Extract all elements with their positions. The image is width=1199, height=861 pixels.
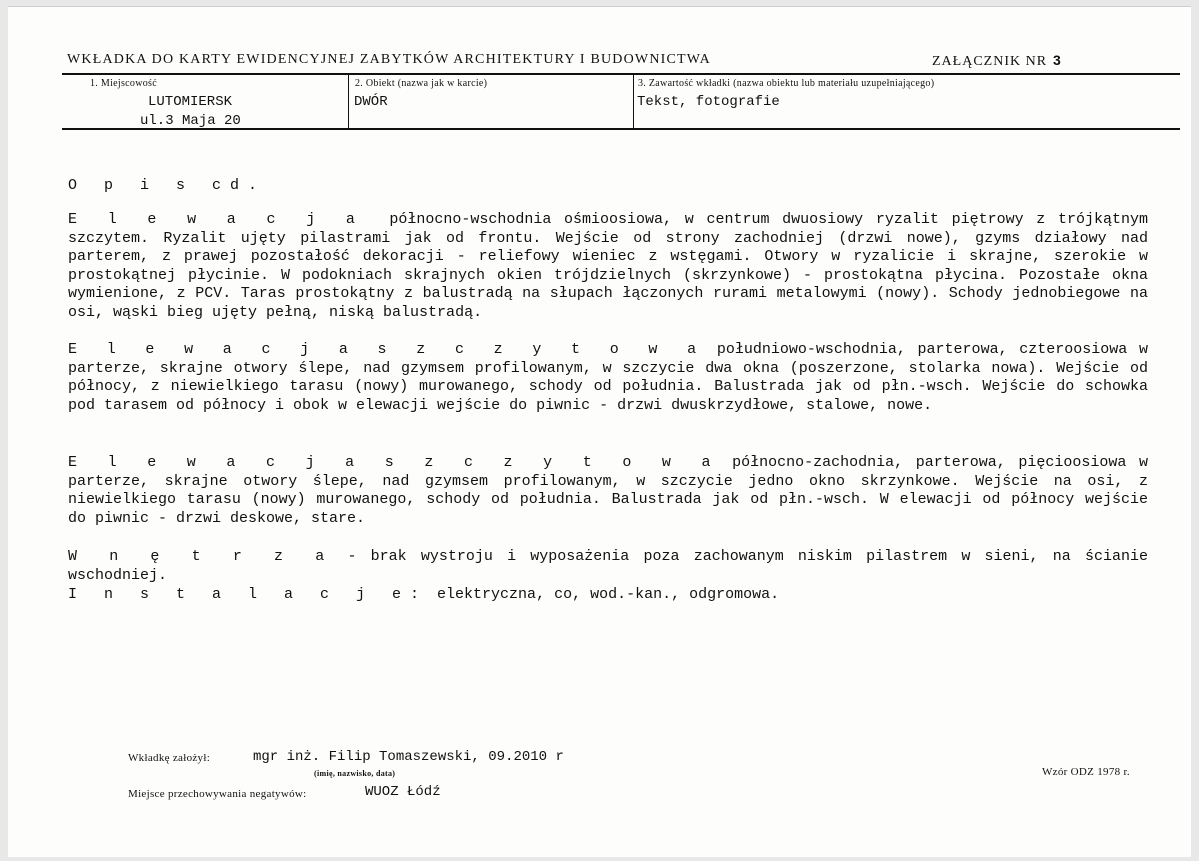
p5-lead: I n s t a l a c j e: bbox=[68, 586, 429, 603]
storage-label: Miejsce przechowywania negatywów: bbox=[128, 788, 307, 800]
description-heading bbox=[68, 177, 1148, 196]
object-value: DWÓR bbox=[354, 94, 388, 110]
object-label: 2. Obiekt (nazwa jak w karcie) bbox=[355, 78, 488, 89]
paragraph-elevation-se bbox=[68, 341, 1148, 415]
p4-lead: W n ę t r z a bbox=[68, 548, 334, 565]
sheet-edge bbox=[8, 6, 1191, 7]
form-model: Wzór ODZ 1978 r. bbox=[1042, 766, 1130, 778]
table-divider-2 bbox=[633, 75, 634, 128]
locality-value: LUTOMIERSK bbox=[148, 94, 233, 110]
paragraph-interiors bbox=[68, 548, 1148, 585]
locality-label: 1. Miejscowość bbox=[90, 78, 157, 89]
created-by-sublabel: (imię, nazwisko, data) bbox=[314, 769, 396, 778]
p5-text: elektryczna, co, wod.-kan., odgromowa. bbox=[437, 586, 780, 603]
created-by-label: Wkładkę założył: bbox=[128, 752, 211, 764]
created-by-value: mgr inż. Filip Tomaszewski, 09.2010 r bbox=[253, 749, 564, 765]
paragraph-elevation-ne bbox=[68, 211, 1148, 323]
document-sheet bbox=[8, 6, 1191, 857]
table-top-rule bbox=[62, 73, 1180, 75]
storage-value: WUOZ Łódź bbox=[365, 784, 441, 800]
content-value: Tekst, fotografie bbox=[637, 94, 780, 110]
p3-lead: E l e w a c j a s z c z y t o w a bbox=[68, 454, 720, 471]
table-divider-1 bbox=[348, 75, 349, 128]
annex-number bbox=[932, 52, 1062, 70]
p4-text: - brak wystroju i wyposażenia poza zachowanym niskim pilastrem w sieni, na ścianie wschodniej. bbox=[68, 548, 1148, 584]
paragraph-installations bbox=[68, 586, 1148, 605]
address-value: ul.3 Maja 20 bbox=[140, 113, 241, 129]
p2-lead: E l e w a c j a s z c z y t o w a bbox=[68, 341, 706, 358]
p1-text: północno-wschodnia ośmioosiowa, w centrum dwuosiowy ryzalit piętrowy z trójkątnym szczytem. Ryzalit ujęty pilastrami jak od frontu. Wejście od strony zachodniej (drzwi nowe), gzyms działowy nad parterem, z prawej pozostałość dekoracji - reliefowy wieniec z wstęgami. Otwory w ryzalicie i skrajne, szerokie w prostokątnej płycinie. W podokniach skrajnych okien trójdzielnych (skrzynkowe) - prostokątna płycina. Pozostałe okna wymienione, z PCV. Taras prostokątny z balustradą na słupach łączonych rurami metalowymi (nowy). Schody jednobiegowe na osi, wąski bieg ujęty pełną, niską balustradą. bbox=[68, 211, 1148, 321]
p2-text: południowo-wschodnia, parterowa, czteroosiowa w parterze, skrajne otwory ślepe, nad gzymsem profilowanym, w szczycie dwa okna (poszerzone, stolarka nowa). Wejście od północy, z niewielkiego tarasu (nowy) murowanego, schody od południa. Balustrada jak od płn.-wsch. Wejście do schowka pod tarasem od północy i obok w elewacji wejście do piwnic - drzwi dwuskrzydłowe, stalowe, nowe. bbox=[68, 341, 1148, 414]
annex-value: 3 bbox=[1053, 52, 1062, 68]
p3-text: północno-zachodnia, parterowa, pięcioosiowa w parterze, skrajne otwory ślepe, nad gzymsem profilowanym, w szczycie jedno okno skrzynkowe. Wejście na osi, z niewielkiego tarasu (nowy) murowanego, schody od południa. Balustrada jak od płn.-wsch. W elewacji od północy wejście do piwnic - drzwi deskowe, stare. bbox=[68, 454, 1148, 527]
document-title: WKŁADKA DO KARTY EWIDENCYJNEJ ZABYTKÓW ARCHITEKTURY I BUDOWNICTWA bbox=[67, 52, 711, 67]
annex-label: ZAŁĄCZNIK NR bbox=[932, 54, 1048, 69]
paragraph-elevation-nw bbox=[68, 454, 1148, 528]
content-label: 3. Zawartość wkładki (nazwa obiektu lub materiału uzupełniającego) bbox=[638, 78, 935, 89]
p1-lead: E l e w a c j a bbox=[68, 211, 364, 228]
heading-text: O p i s cd. bbox=[68, 177, 267, 194]
